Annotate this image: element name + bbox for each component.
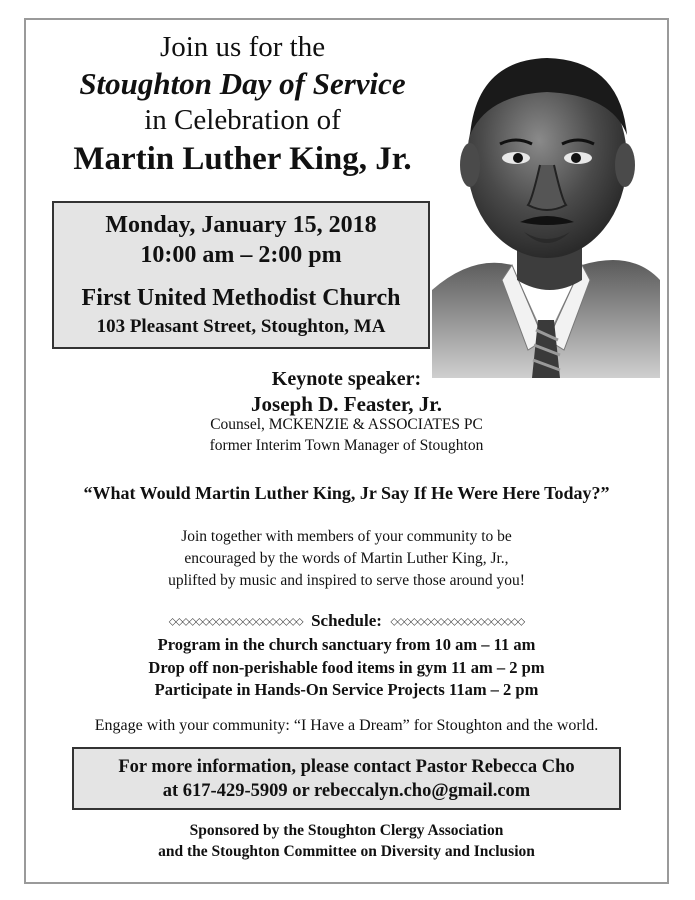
schedule-item: Drop off non-perishable food items in gym 11 am – 2 pm (148, 657, 545, 677)
portrait-illustration (432, 40, 660, 378)
sponsor-line-2: and the Stoughton Committee on Diversity and Inclusion (158, 843, 535, 860)
headline-line-3: in Celebration of (144, 104, 341, 137)
headline-honoree: Martin Luther King, Jr. (73, 140, 412, 177)
sponsor-line-1: Sponsored by the Stoughton Clergy Association (189, 822, 504, 839)
event-date: Monday, January 15, 2018 (105, 212, 377, 238)
sponsors (24, 820, 669, 862)
contact-line-1: For more information, please contact Pastor Rebecca Cho (118, 757, 575, 777)
keynote-name: Joseph D. Feaster, Jr. (251, 392, 442, 416)
invitation-line: Join together with members of your community to be (181, 528, 512, 545)
invitation-line: encouraged by the words of Martin Luther King, Jr., (184, 550, 509, 567)
keynote-title-1: Counsel, MCKENZIE & ASSOCIATES PC (210, 416, 483, 433)
ornament-left: ◇◇◇◇◇◇◇◇◇◇◇◇◇◇◇◇◇◇◇◇ (168, 616, 303, 628)
schedule-item: Participate in Hands-On Service Projects 11am – 2 pm (154, 680, 539, 699)
keynote-label: Keynote speaker: (271, 368, 422, 390)
event-venue: First United Methodist Church (81, 285, 401, 311)
ornament-right: ◇◇◇◇◇◇◇◇◇◇◇◇◇◇◇◇◇◇◇◇ (390, 616, 525, 628)
theme-quote: “What Would Martin Luther King, Jr Say If He Were Here Today?” (83, 483, 610, 503)
event-address: 103 Pleasant Street, Stoughton, MA (96, 316, 386, 337)
headline-line-1: Join us for the (159, 31, 326, 63)
invitation-line: uplifted by music and inspired to serve those around you! (168, 572, 525, 589)
keynote-title-2: former Interim Town Manager of Stoughton (209, 437, 484, 454)
schedule-heading-label: Schedule: (311, 611, 382, 630)
schedule-list (24, 634, 669, 702)
engage-line: Engage with your community: “I Have a Dream” for Stoughton and the world. (94, 717, 599, 734)
contact-box (72, 747, 621, 810)
schedule-heading (24, 611, 669, 631)
event-details-box (52, 201, 430, 349)
headline-event-name: Stoughton Day of Service (79, 66, 406, 102)
event-time: 10:00 am – 2:00 pm (140, 242, 342, 268)
invitation-paragraph (24, 526, 669, 592)
schedule-item: Program in the church sanctuary from 10 am – 11 am (157, 635, 536, 654)
headline (40, 30, 445, 179)
contact-line-2: at 617-429-5909 or rebeccalyn.cho@gmail.com (162, 781, 531, 801)
